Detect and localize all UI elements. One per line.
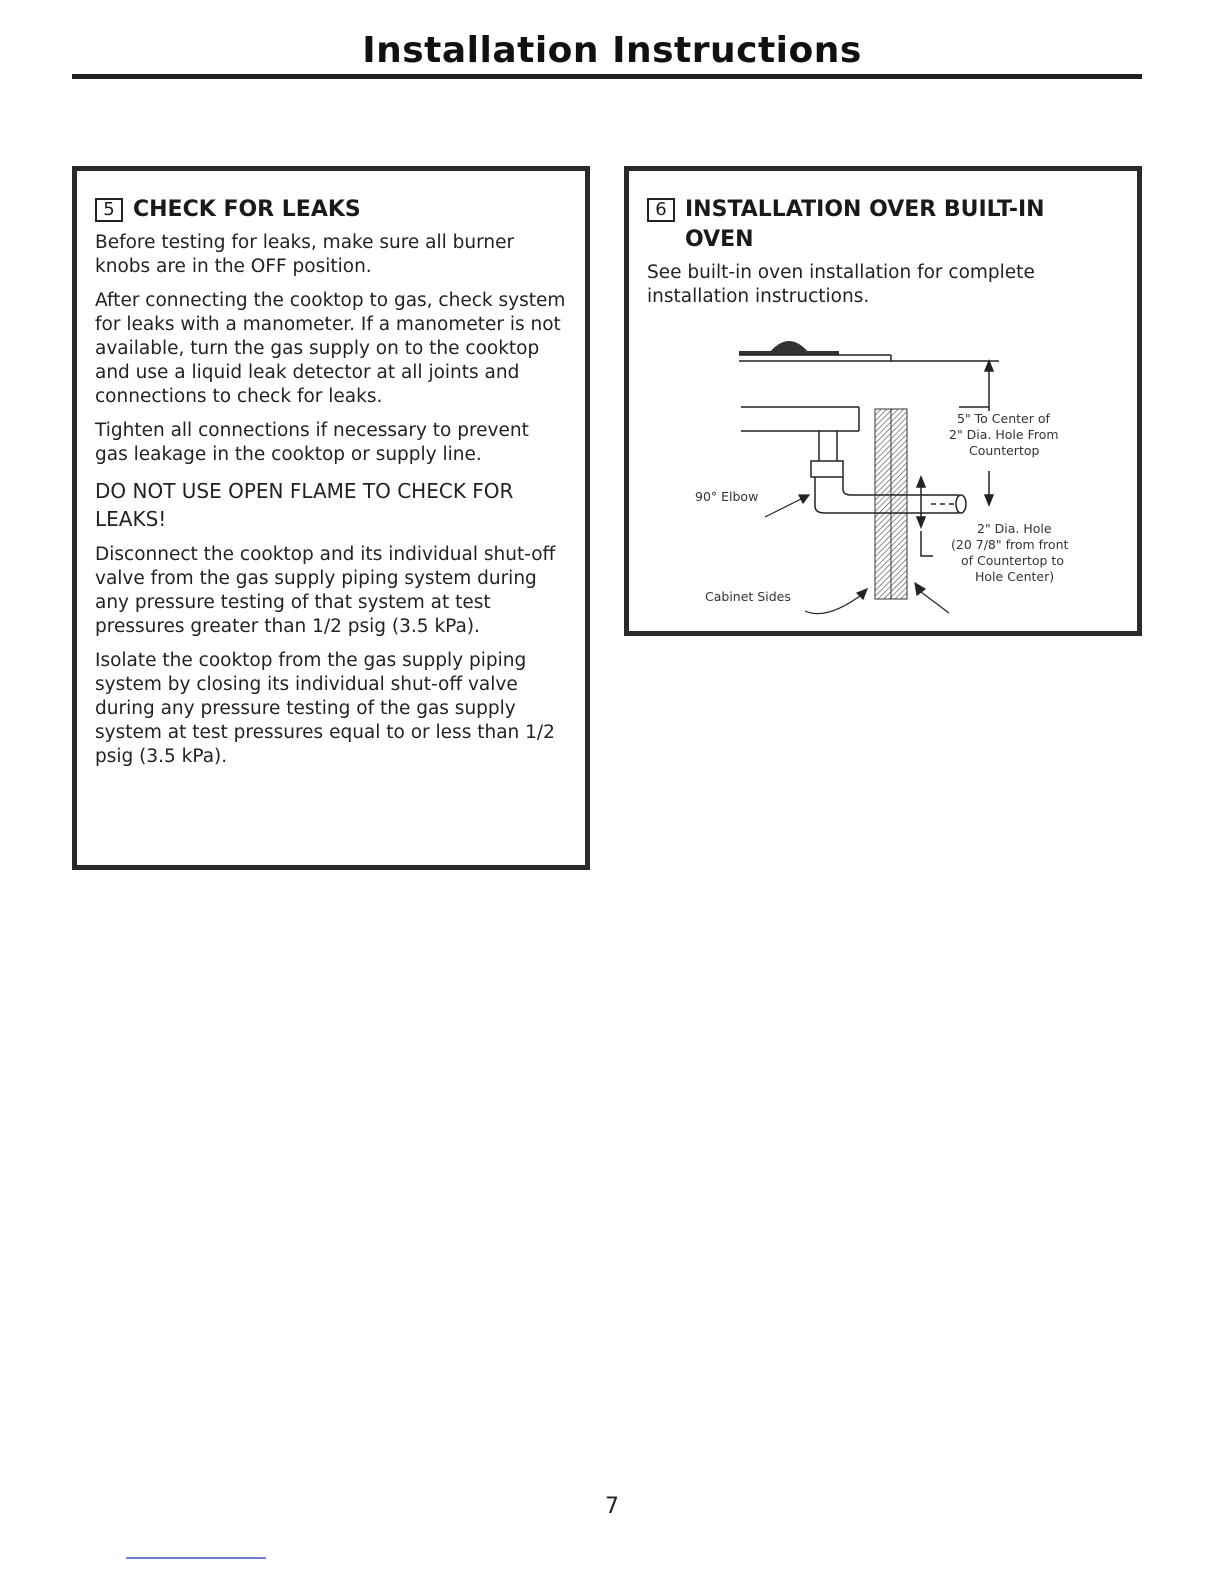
section-5-heading xyxy=(95,195,567,225)
page-number: 7 xyxy=(605,1494,619,1519)
section-5-title: CHECK FOR LEAKS xyxy=(133,197,361,222)
step-number-5: 5 xyxy=(95,198,123,222)
dimension-arrow-hole xyxy=(917,477,933,556)
label-hole-line2: (20 7/8" from front xyxy=(951,537,1069,552)
installation-diagram xyxy=(659,331,1119,621)
cabinet-side-left xyxy=(875,409,891,599)
label-center-line1: 5" To Center of xyxy=(957,411,1050,426)
label-hole-line3: of Countertop to xyxy=(961,553,1064,568)
paragraph-tighten: Tighten all connections if necessary to prevent gas leakage in the cooktop or supply line. xyxy=(95,420,529,465)
cabinet-side-right xyxy=(891,409,907,599)
paragraph-manometer: After connecting the cooktop to gas, check system for leaks with a manometer. If a manometer is not available, turn the gas supply on to the cooktop and use a liquid leak detector at all joints and connections to check for leaks. xyxy=(95,290,566,407)
label-hole-line1: 2" Dia. Hole xyxy=(977,521,1052,536)
paragraph-disconnect: Disconnect the cooktop and its individual shut-off valve from the gas supply piping system during any pressure testing of that system at test pressures greater than 1/2 psig (3.5 kPa). xyxy=(95,544,556,637)
title-rule xyxy=(72,74,1142,79)
page-title: Installation Instructions xyxy=(362,30,862,71)
installation-over-oven-section xyxy=(624,166,1142,636)
label-hole-line4: Hole Center) xyxy=(975,569,1055,584)
section-6-title: INSTALLATION OVER BUILT-IN OVEN xyxy=(685,197,1045,252)
warning-open-flame: DO NOT USE OPEN FLAME TO CHECK FOR LEAKS! xyxy=(95,479,514,531)
section-6-heading xyxy=(647,195,1119,255)
label-elbow: 90° Elbow xyxy=(695,489,759,504)
step-number-6: 6 xyxy=(647,198,675,222)
paragraph-burner-knobs: Before testing for leaks, make sure all burner knobs are in the OFF position. xyxy=(95,232,515,277)
label-center-line2: 2" Dia. Hole From xyxy=(949,427,1059,442)
label-cabinet-sides: Cabinet Sides xyxy=(705,589,791,604)
countertop-shape xyxy=(739,355,999,361)
elbow-leader-arrow xyxy=(765,495,809,517)
footer-line xyxy=(126,1557,266,1559)
paragraph-isolate: Isolate the cooktop from the gas supply piping system by closing its individual shut-off valve during any pressure testing of the gas supply system at test pressures equal to or less than 1/2 psig (3.5 kPa). xyxy=(95,650,555,767)
check-for-leaks-section xyxy=(72,166,590,870)
burner-icon xyxy=(739,341,839,355)
label-center-line3: Countertop xyxy=(969,443,1040,458)
paragraph-see-oven: See built-in oven installation for complete installation instructions. xyxy=(647,262,1035,307)
